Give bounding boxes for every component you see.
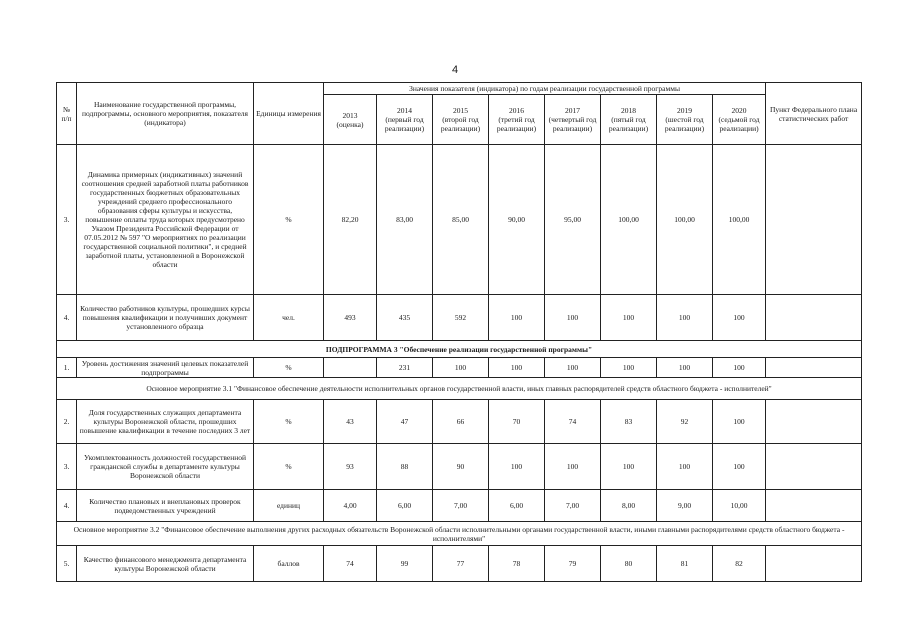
header-year-2020: 2020 (седьмой год реализации) — [713, 95, 766, 145]
header-num: № п/п — [57, 83, 77, 145]
header-year-2016: 2016 (третий год реализации) — [489, 95, 545, 145]
row-num: 3. — [57, 145, 77, 295]
row-value-2017: 100 — [545, 444, 601, 490]
subprogram-title: ПОДПРОГРАММА 3 "Обеспечение реализации государственной программы" — [57, 341, 862, 358]
row-value-2017: 74 — [545, 400, 601, 444]
header-year-2013: 2013 (оценка) — [324, 95, 377, 145]
row-value-2017: 100 — [545, 358, 601, 378]
row-name: Количество плановых и внеплановых проверок подведомственных учреждений — [77, 490, 254, 522]
activity-row — [57, 378, 862, 400]
row-value-2013: 93 — [324, 444, 377, 490]
header-plan: Пункт Федерального плана статистических работ — [766, 83, 862, 145]
row-num: 2. — [57, 400, 77, 444]
row-value-2015: 66 — [433, 400, 489, 444]
row-value-2013 — [324, 358, 377, 378]
row-plan — [766, 145, 862, 295]
row-name: Количество работников культуры, прошедших курсы повышения квалификации и получивших документ установленного образца — [77, 295, 254, 341]
row-unit: % — [254, 358, 324, 378]
row-name: Укомплектованность должностей государственной гражданской службы в департаменте культуры Воронежской области — [77, 444, 254, 490]
row-value-2013: 4,00 — [324, 490, 377, 522]
row-value-2015: 90 — [433, 444, 489, 490]
row-value-2013: 43 — [324, 400, 377, 444]
row-num: 3. — [57, 444, 77, 490]
row-value-2017: 7,00 — [545, 490, 601, 522]
activity-3-2-title: Основное мероприятие 3.2 "Финансовое обеспечение выполнения других расходных обязательств Воронежской области исполнительными органами государственной власти, иными главными распорядителями средств областного бюджета - исполнителями" — [57, 522, 862, 546]
row-value-2019: 92 — [657, 400, 713, 444]
row-value-2015: 100 — [433, 358, 489, 378]
row-value-2017: 95,00 — [545, 145, 601, 295]
page-number: 4 — [451, 64, 459, 76]
table-row — [57, 490, 862, 522]
row-value-2014: 435 — [377, 295, 433, 341]
row-unit: единиц — [254, 490, 324, 522]
row-plan — [766, 490, 862, 522]
table-row — [57, 444, 862, 490]
row-value-2014: 88 — [377, 444, 433, 490]
row-value-2019: 81 — [657, 546, 713, 582]
indicators-table — [56, 82, 862, 582]
row-value-2014: 83,00 — [377, 145, 433, 295]
subprogram-row — [57, 341, 862, 358]
row-unit: баллов — [254, 546, 324, 582]
row-value-2018: 100,00 — [601, 145, 657, 295]
header-name: Наименование государственной программы, подпрограммы, основного мероприятия, показателя (индикатора) — [77, 83, 254, 145]
row-plan — [766, 400, 862, 444]
header-values-group: Значения показателя (индикатора) по годам реализации государственной программы — [324, 83, 766, 95]
table-row — [57, 400, 862, 444]
row-unit: % — [254, 400, 324, 444]
row-plan — [766, 546, 862, 582]
row-num: 5. — [57, 546, 77, 582]
row-value-2020: 100 — [713, 444, 766, 490]
row-name: Доля государственных служащих департамента культуры Воронежской области, прошедших повышение квалификации в течение последних 3 лет — [77, 400, 254, 444]
row-value-2013: 74 — [324, 546, 377, 582]
row-value-2014: 47 — [377, 400, 433, 444]
row-value-2019: 100,00 — [657, 145, 713, 295]
row-value-2016: 100 — [489, 295, 545, 341]
row-value-2020: 100 — [713, 400, 766, 444]
row-value-2015: 85,00 — [433, 145, 489, 295]
header-year-2017: 2017 (четвертый год реализации) — [545, 95, 601, 145]
row-name: Качество финансового менеджмента департамента культуры Воронежской области — [77, 546, 254, 582]
row-value-2016: 70 — [489, 400, 545, 444]
row-value-2013: 493 — [324, 295, 377, 341]
row-plan — [766, 358, 862, 378]
row-value-2018: 8,00 — [601, 490, 657, 522]
row-value-2016: 90,00 — [489, 145, 545, 295]
header-row-top — [57, 83, 862, 95]
row-unit: чел. — [254, 295, 324, 341]
row-plan — [766, 444, 862, 490]
row-value-2018: 100 — [601, 358, 657, 378]
row-value-2015: 592 — [433, 295, 489, 341]
table-row — [57, 546, 862, 582]
header-year-2015: 2015 (второй год реализации) — [433, 95, 489, 145]
row-value-2015: 77 — [433, 546, 489, 582]
row-value-2018: 80 — [601, 546, 657, 582]
row-num: 1. — [57, 358, 77, 378]
header-year-2014: 2014 (первый год реализации) — [377, 95, 433, 145]
header-year-2019: 2019 (шестой год реализации) — [657, 95, 713, 145]
row-value-2016: 78 — [489, 546, 545, 582]
row-value-2019: 100 — [657, 444, 713, 490]
table-row — [57, 295, 862, 341]
row-value-2018: 100 — [601, 295, 657, 341]
row-value-2019: 100 — [657, 358, 713, 378]
header-year-2018: 2018 (пятый год реализации) — [601, 95, 657, 145]
row-value-2017: 100 — [545, 295, 601, 341]
header-unit: Единицы измерения — [254, 83, 324, 145]
row-value-2014: 99 — [377, 546, 433, 582]
row-value-2016: 100 — [489, 444, 545, 490]
row-value-2018: 100 — [601, 444, 657, 490]
row-value-2017: 79 — [545, 546, 601, 582]
table-row — [57, 358, 862, 378]
row-value-2019: 100 — [657, 295, 713, 341]
activity-3-1-title: Основное мероприятие 3.1 "Финансовое обеспечение деятельности исполнительных органов государственной власти, иных главных распорядителей средств областного бюджета - исполнителей" — [57, 378, 862, 400]
row-value-2020: 10,00 — [713, 490, 766, 522]
row-value-2019: 9,00 — [657, 490, 713, 522]
row-value-2015: 7,00 — [433, 490, 489, 522]
row-value-2016: 6,00 — [489, 490, 545, 522]
row-value-2014: 231 — [377, 358, 433, 378]
row-name: Динамика примерных (индикативных) значений соотношения средней заработной платы работников государственных бюджетных образовательных учреждений среднего профессионального образования сферы культуры и искусства, повышение оплаты труда которых предусмотрено Указом Президента Российской Федерации от 07.05.2012 № 597 "О мероприятиях по реализации государственной социальной политики", и средней заработной платы, установленной в Воронежской области — [77, 145, 254, 295]
row-value-2016: 100 — [489, 358, 545, 378]
row-num: 4. — [57, 295, 77, 341]
row-value-2018: 83 — [601, 400, 657, 444]
row-value-2013: 82,20 — [324, 145, 377, 295]
row-value-2014: 6,00 — [377, 490, 433, 522]
row-value-2020: 100,00 — [713, 145, 766, 295]
row-value-2020: 100 — [713, 358, 766, 378]
row-plan — [766, 295, 862, 341]
row-unit: % — [254, 145, 324, 295]
row-name: Уровень достижения значений целевых показателей подпрограммы — [77, 358, 254, 378]
row-num: 4. — [57, 490, 77, 522]
table-row — [57, 145, 862, 295]
row-value-2020: 82 — [713, 546, 766, 582]
activity-row — [57, 522, 862, 546]
row-unit: % — [254, 444, 324, 490]
row-value-2020: 100 — [713, 295, 766, 341]
